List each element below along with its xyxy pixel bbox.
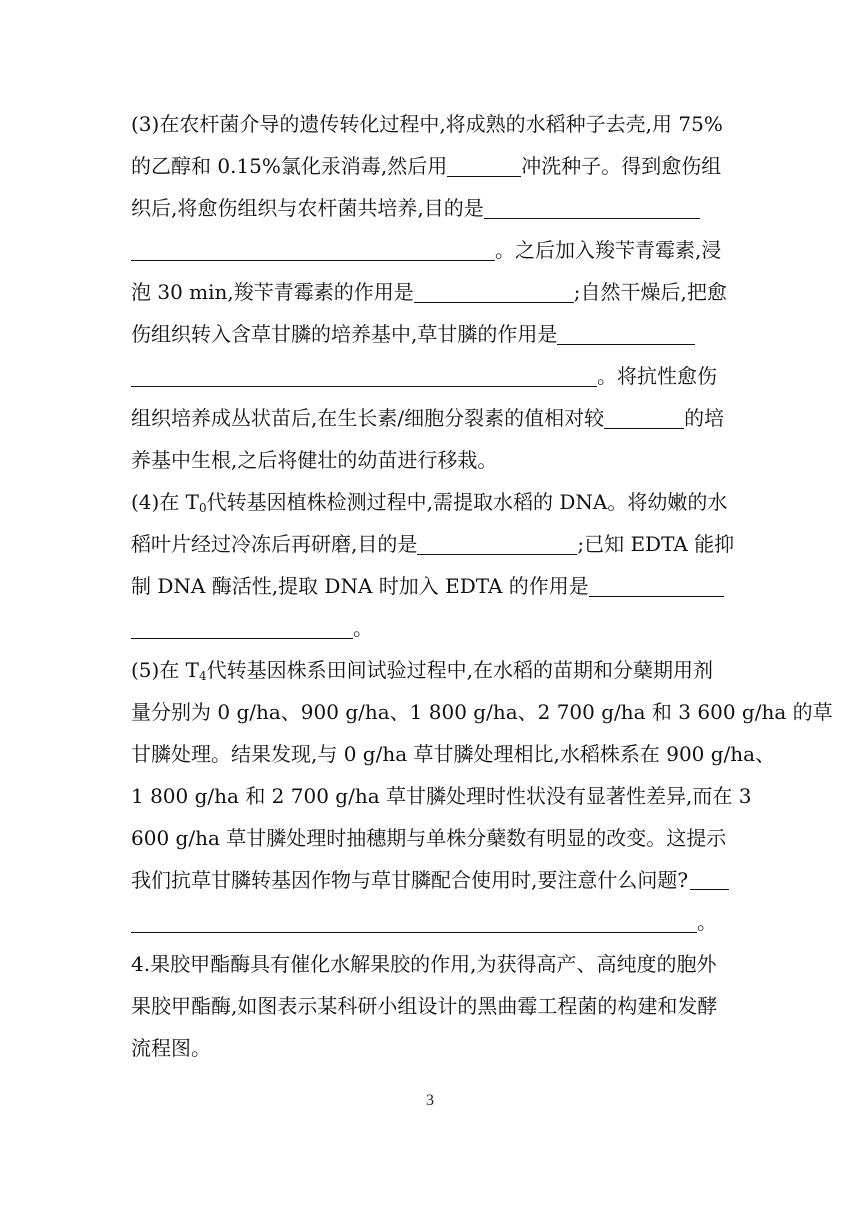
q3-line-1: (3)在农杆菌介导的遗传转化过程中,将成熟的水稻种子去壳,用 75% [131, 112, 723, 136]
q3-line-3: 织后,将愈伤组织与农杆菌共培养,目的是 [131, 194, 700, 222]
q5-line-1: (5)在 $T_4$代转基因株系田间试验过程中,在水稻的苗期和分蘖期用剂 [131, 658, 714, 683]
q3-line-5: 泡 30 min,羧苄青霉素的作用是 ;自然干燥后,把愈 [131, 280, 727, 304]
answer-blank[interactable] [690, 889, 729, 890]
q6-line-3: 流程图。 [131, 1036, 211, 1060]
answer-blank[interactable] [131, 366, 597, 387]
q3-line-9: 养基中生根,之后将健壮的幼苗进行移栽。 [131, 448, 498, 472]
q3-line-8: 组织培养成丛状苗后,在生长素/细胞分裂素的值相对较 的培 [131, 406, 725, 430]
q5-line-3: 甘膦处理。结果发现,与 0 g/ha 草甘膦处理相比,水稻株系在 900 g/ha、 [131, 742, 776, 766]
answer-blank[interactable] [131, 618, 353, 639]
q4-line-2: 稻叶片经过冷冻后再研磨,目的是 ;已知 EDTA 能抑 [131, 532, 735, 556]
answer-blank[interactable] [484, 198, 700, 219]
page-number: 3 [426, 1092, 434, 1109]
q6-line-2: 果胶甲酯酶,如图表示某科研小组设计的黑曲霉工程菌的构建和发酵 [131, 994, 718, 1018]
q4-line-4: 。 [131, 614, 373, 642]
q5-line-7: 。 [131, 908, 717, 936]
q5-line-6: 我们抗草甘膦转基因作物与草甘膦配合使用时,要注意什么问题? [131, 868, 689, 892]
answer-blank[interactable] [447, 156, 521, 177]
answer-blank[interactable] [557, 324, 695, 345]
q3-line-2: 的乙醇和 0.15%氯化汞消毒,然后用 冲洗种子。得到愈伤组 [131, 154, 722, 178]
answer-blank[interactable] [131, 912, 697, 933]
q5-line-5: 600 g/ha 草甘膦处理时抽穗期与单株分蘖数有明显的改变。这提示 [131, 826, 727, 850]
q5-line-4: 1 800 g/ha 和 2 700 g/ha 草甘膦处理时性状没有显著性差异,而在 3 [131, 784, 752, 808]
answer-blank[interactable] [414, 282, 574, 303]
q3-line-4: 。之后加入羧苄青霉素,浸 [131, 236, 721, 264]
q4-line-3: 制 DNA 酶活性,提取 DNA 时加入 EDTA 的作用是 [131, 572, 724, 600]
answer-blank[interactable] [589, 576, 724, 597]
q5-line-2: 量分别为 0 g/ha、900 g/ha、1 800 g/ha、2 700 g/ha 和 3 600 g/ha 的草 [131, 700, 833, 724]
q4-line-1: (4)在 $T_0$代转基因植株检测过程中,需提取水稻的 DNA。将幼嫩的水 [131, 490, 728, 515]
q3-line-6: 伤组织转入含草甘膦的培养基中,草甘膦的作用是 [131, 320, 695, 348]
q3-line-7: 。将抗性愈伤 [131, 362, 717, 390]
q6-line-1: 4.果胶甲酯酶具有催化水解果胶的作用,为获得高产、高纯度的胞外 [131, 952, 717, 976]
answer-blank[interactable] [417, 534, 577, 555]
answer-blank[interactable] [604, 408, 684, 429]
answer-blank[interactable] [131, 240, 495, 261]
